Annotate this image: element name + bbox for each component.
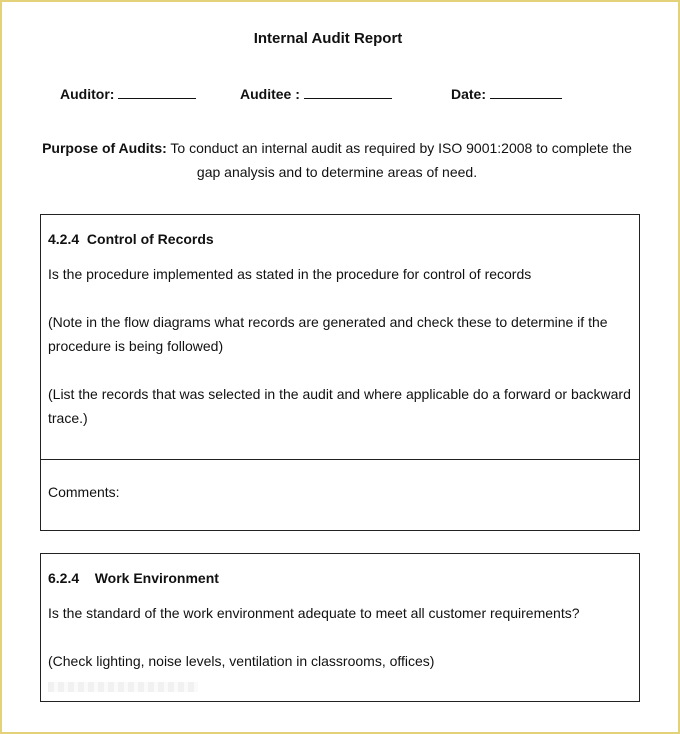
records-list-line-2: trace.) <box>48 410 88 426</box>
environment-question: Is the standard of the work environment adequate to meet all customer requirements? <box>48 605 580 621</box>
records-note-line-1: (Note in the flow diagrams what records are generated and check these to determine if the <box>48 314 608 330</box>
control-of-records-heading <box>48 231 214 247</box>
comments-label: Comments: <box>48 484 120 500</box>
date-label: Date: <box>451 86 487 102</box>
auditor-label: Auditor: <box>60 86 115 102</box>
section-number: 6.2.4 <box>48 570 80 586</box>
auditor-blank-line[interactable] <box>118 86 196 99</box>
auditee-blank-line[interactable] <box>304 86 392 99</box>
document-title: Internal Audit Report <box>253 30 403 47</box>
records-note-line-2: procedure is being followed) <box>48 338 224 354</box>
purpose-label: Purpose of Audits: <box>42 140 167 156</box>
records-question: Is the procedure implemented as stated in the procedure for control of records <box>48 266 532 282</box>
purpose-text-line-2: gap analysis and to determine areas of need. <box>196 164 478 180</box>
work-environment-box <box>40 553 640 702</box>
comments-divider <box>41 459 639 460</box>
auditee-field <box>240 86 392 102</box>
auditee-label: Auditee : <box>240 86 300 102</box>
records-list-line-1: (List the records that was selected in the audit and where applicable do a forward or backward <box>48 386 631 402</box>
purpose-paragraph <box>30 136 644 184</box>
auditor-field <box>60 86 196 102</box>
records-list-instruction <box>48 382 634 430</box>
control-of-records-box <box>40 214 640 531</box>
section-number: 4.2.4 <box>48 231 80 247</box>
purpose-line-1 <box>30 136 644 160</box>
section-heading: Control of Records <box>86 231 214 247</box>
work-environment-heading <box>48 570 219 586</box>
faint-watermark-text <box>48 682 198 692</box>
date-blank-line[interactable] <box>490 86 562 99</box>
purpose-text-line-1: To conduct an internal audit as required by ISO 9001:2008 to complete the <box>170 140 632 156</box>
section-heading: Work Environment <box>94 570 219 586</box>
environment-check-note: (Check lighting, noise levels, ventilation in classrooms, offices) <box>48 653 435 669</box>
date-field <box>451 86 562 102</box>
records-note <box>48 310 634 358</box>
